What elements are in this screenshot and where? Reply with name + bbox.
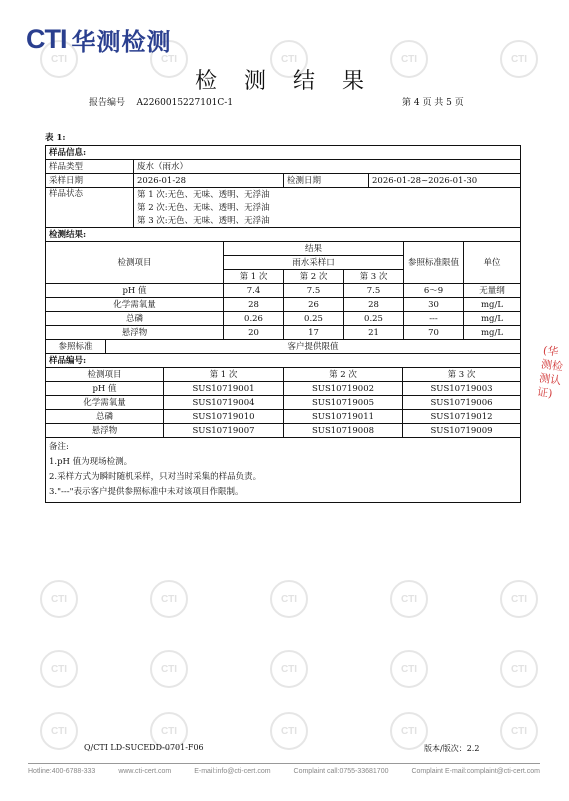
watermark-logo: CTI [390, 650, 428, 688]
results-time-2: 第 2 次 [284, 270, 344, 284]
watermark-logo: CTI [150, 712, 188, 750]
report-number-value: A2260015227101C-1 [136, 98, 234, 108]
sample-type-label: 样品类型 [46, 160, 134, 174]
sample-number: SUS10719003 [403, 382, 521, 396]
note-item: 2.采样方式为瞬时随机采样，只对当时采集的样品负责。 [49, 472, 262, 482]
sample-time-1: 第 1 次 [164, 368, 284, 382]
watermark-logo: CTI [150, 580, 188, 618]
unit-value: mg/L [464, 298, 521, 312]
website-link[interactable]: www.cti-cert.com [118, 768, 172, 775]
reference-value: 客户提供限值 [106, 340, 521, 354]
sample-number: SUS10719008 [284, 424, 403, 438]
watermark-logo: CTI [40, 40, 78, 78]
sampling-date-label: 采样日期 [46, 174, 134, 188]
item-name: pH 值 [46, 382, 164, 396]
table-row [46, 396, 521, 410]
table-title: 表 1: [45, 133, 66, 143]
watermark-logo: CTI [390, 712, 428, 750]
email-link[interactable]: E-mail:info@cti-cert.com [194, 768, 271, 775]
limit-value: 70 [404, 326, 464, 340]
unit-value: mg/L [464, 312, 521, 326]
watermark-logo: CTI [500, 650, 538, 688]
results-table [45, 228, 521, 354]
sample-state-label: 样品状态 [46, 188, 134, 228]
reference-label: 参照标准 [46, 340, 106, 354]
footer-divider [28, 763, 540, 764]
sample-state-2: 第 2 次:无色、无味、透明、无浮油 [134, 201, 521, 214]
result-value: 7.4 [224, 284, 284, 298]
test-date-label: 检测日期 [284, 174, 369, 188]
notes-label: 备注: [49, 442, 69, 452]
sample-number: SUS10719004 [164, 396, 284, 410]
result-value: 26 [284, 298, 344, 312]
result-value: 20 [224, 326, 284, 340]
table-row [46, 284, 521, 298]
unit-value: mg/L [464, 326, 521, 340]
sample-type-value: 废水（雨水） [134, 160, 521, 174]
notes-table [45, 438, 521, 503]
limit-value: 30 [404, 298, 464, 312]
item-name: 悬浮物 [46, 424, 164, 438]
watermark-logo: CTI [390, 580, 428, 618]
watermark-logo: CTI [40, 712, 78, 750]
results-limit-header: 参照标准限值 [404, 242, 464, 284]
results-result-header: 结果 [224, 242, 404, 256]
item-name: 总磷 [46, 312, 224, 326]
sample-number-heading: 样品编号: [46, 354, 521, 368]
unit-value: 无量纲 [464, 284, 521, 298]
result-value: 0.25 [284, 312, 344, 326]
results-unit-header: 单位 [464, 242, 521, 284]
sample-item-header: 检测项目 [46, 368, 164, 382]
results-content [45, 132, 521, 503]
sample-info-heading: 样品信息: [46, 146, 521, 160]
note-item: 3."---"表示客户提供参照标准中未对该项目作限制。 [49, 487, 244, 497]
sample-number: SUS10719002 [284, 382, 403, 396]
version-info: 版本/版次：2.2 [424, 744, 480, 753]
page-info: 第 4 页 共 5 页 [402, 98, 464, 108]
sample-time-2: 第 2 次 [284, 368, 403, 382]
table-row [46, 312, 521, 326]
sample-number: SUS10719005 [284, 396, 403, 410]
sample-number: SUS10719010 [164, 410, 284, 424]
logo-mark: CTI [26, 24, 67, 54]
watermark-logo: CTI [270, 580, 308, 618]
sample-number: SUS10719001 [164, 382, 284, 396]
results-location: 雨水采样口 [224, 256, 404, 270]
watermark-logo: CTI [40, 650, 78, 688]
table-row [46, 326, 521, 340]
watermark-logo: CTI [270, 40, 308, 78]
result-value: 28 [344, 298, 404, 312]
table-row [46, 298, 521, 312]
complaint-call: Complaint call:0755-33681700 [293, 768, 389, 775]
sample-number: SUS10719007 [164, 424, 284, 438]
sample-number: SUS10719012 [403, 410, 521, 424]
contact-bar [28, 768, 540, 775]
company-name: 华测检测 [71, 28, 172, 56]
item-name: 悬浮物 [46, 326, 224, 340]
company-seal: (华测检测认证) [536, 343, 564, 401]
item-name: 化学需氧量 [46, 396, 164, 410]
watermark-logo: CTI [40, 580, 78, 618]
sample-state-3: 第 3 次:无色、无味、透明、无浮油 [134, 214, 521, 228]
results-time-1: 第 1 次 [224, 270, 284, 284]
table-row [46, 382, 521, 396]
watermark-logo: CTI [500, 712, 538, 750]
company-logo [26, 22, 172, 57]
results-item-header: 检测项目 [46, 242, 224, 284]
sample-state-1: 第 1 次:无色、无味、透明、无浮油 [134, 188, 521, 202]
result-value: 7.5 [284, 284, 344, 298]
table-row [46, 424, 521, 438]
results-heading: 检测结果: [46, 228, 521, 242]
hotline: Hotline:400-6788-333 [28, 768, 96, 775]
report-number-label: 报告编号 [89, 98, 126, 108]
result-value: 0.25 [344, 312, 404, 326]
sample-number-table [45, 354, 521, 438]
sampling-date-value: 2026-01-28 [134, 174, 284, 188]
result-value: 28 [224, 298, 284, 312]
watermark-logo: CTI [270, 712, 308, 750]
form-code: Q/CTI LD-SUCEDD-0701-F06 [84, 743, 204, 752]
watermark-logo: CTI [150, 40, 188, 78]
result-value: 0.26 [224, 312, 284, 326]
watermark-logo: CTI [500, 40, 538, 78]
item-name: 化学需氧量 [46, 298, 224, 312]
sample-info-table [45, 145, 521, 228]
watermark-logo: CTI [270, 650, 308, 688]
note-item: 1.pH 值为现场检测。 [49, 457, 133, 467]
document-title: 检 测 结 果 [195, 69, 374, 94]
result-value: 17 [284, 326, 344, 340]
item-name: 总磷 [46, 410, 164, 424]
sample-number: SUS10719006 [403, 396, 521, 410]
result-value: 21 [344, 326, 404, 340]
watermark-logo: CTI [150, 650, 188, 688]
complaint-email-link[interactable]: Complaint E-mail:complaint@cti-cert.com [411, 768, 540, 775]
report-number [89, 95, 233, 108]
limit-value: 6～9 [404, 284, 464, 298]
test-date-value: 2026-01-28~2026-01-30 [369, 174, 521, 188]
sample-number: SUS10719011 [284, 410, 403, 424]
sample-number: SUS10719009 [403, 424, 521, 438]
result-value: 7.5 [344, 284, 404, 298]
table-row [46, 410, 521, 424]
watermark-logo: CTI [500, 580, 538, 618]
limit-value: --- [404, 312, 464, 326]
sample-time-3: 第 3 次 [403, 368, 521, 382]
item-name: pH 值 [46, 284, 224, 298]
watermark-logo: CTI [390, 40, 428, 78]
results-time-3: 第 3 次 [344, 270, 404, 284]
